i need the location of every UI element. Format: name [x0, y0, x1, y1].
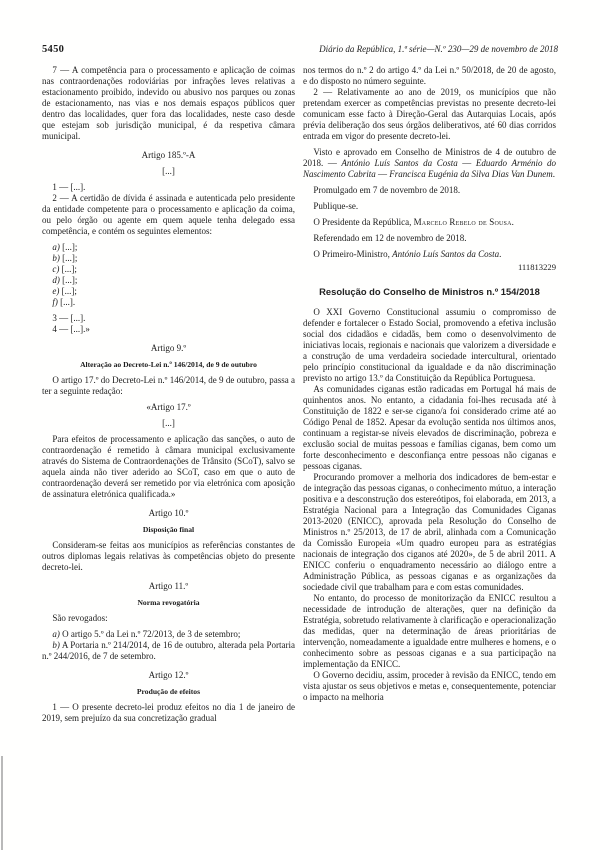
article-subheading: Disposição final — [142, 525, 195, 534]
text-segment: Visto e aprovado em Conselho de Ministros de 4 de outubro de 2018. — — [303, 147, 556, 168]
list-item — [42, 286, 295, 297]
person-name: b) — [52, 640, 60, 650]
list-item — [42, 629, 295, 640]
text-segment: [...]; — [59, 275, 78, 285]
paragraph: 4 — [...].» — [52, 324, 90, 334]
text-segment: . — [552, 169, 555, 179]
article-heading: Artigo 11.º — [148, 581, 189, 591]
scan-edge-artifact — [1, 756, 3, 850]
text-segment: [...]. — [57, 297, 76, 307]
article-subheading: Alteração ao Decreto-Lei n.º 146/2014, de 9 de outubro — [80, 360, 257, 369]
resolution-heading: Resolução do Conselho de Ministros n.º 154/2018 — [319, 286, 540, 297]
doc-id-number: 111813229 — [517, 262, 556, 272]
person-name: b) — [52, 253, 60, 263]
text-segment: — — [457, 158, 476, 168]
paragraph: 1 — [...]. — [52, 182, 86, 192]
list-item — [42, 275, 295, 286]
page-number: 5450 — [42, 44, 65, 55]
person-name: Francisca Eugénia da Silva Dias Van Dunem — [389, 169, 553, 179]
paragraph: Promulgado em 7 de novembro de 2018. — [313, 185, 461, 195]
paragraph: O XXI Governo Constitucional assumiu o compromisso de defender e fortalecer o Estado Social, promovendo a efetiva inclusão social dos cidadãos e cidadãs, bem como o desenvolvimento de iniciativas locais, regionais e nacionais que valorizem a diversidade e a construção de uma verdadeira sociedade intercultural, orientado pelo princípio constitucional da igualdade e da não discriminação previsto no artigo 13.º da Constituição da República Portuguesa. — [303, 307, 556, 383]
person-name: d) — [52, 275, 60, 285]
centered-line: «Artigo 17.º — [146, 402, 191, 412]
centered-line: [...] — [162, 166, 175, 176]
person-name: Eduardo Arménio do Nascimento Cabrita — [303, 158, 557, 179]
text-segment: O Presidente da República, — [313, 217, 414, 227]
text-segment: [...]; — [59, 286, 77, 296]
list-item — [42, 640, 295, 662]
person-name: f) — [52, 297, 58, 307]
left-column — [42, 65, 295, 724]
article-subheading: Norma revogatória — [137, 598, 200, 607]
list-item — [42, 264, 295, 275]
paragraph: Procurando promover a melhoria dos indicadores de bem-estar e de integração das pessoas ciganas, o conhecimento mútuo, a interação positiva e a desconstrução dos estereótipos, foi elaborada, em 2013, a Estratégia Nacional para a Integração das Comunidades Ciganas 2013-2020 (ENICC), aprovada pela Resolução do Conselho de Ministros n.º 25/2013, de 17 de abril, alinhada com a Comunicação da Comissão Europeia «Um quadro europeu para as estratégias nacionais de integração dos ciganos até 2020», de 5 de abril 2011. A ENICC conferiu o enquadramento necessário ao diálogo entre a Administração Pública, as pessoas ciganas e as organizações da sociedade civil que trabalham para e com estas comunidades. — [303, 472, 556, 592]
list-item — [42, 297, 295, 308]
paragraph: 2 — A certidão de dívida é assinada e autenticada pelo presidente da entidade competente para o processamento e aplicação da coima, ou pelo órgão ou agente em quem aquele tenha delegado essa competência, e contém os seguintes elementos: — [42, 193, 295, 236]
person-name: a) — [52, 242, 60, 252]
text-segment: [...]; — [59, 264, 77, 274]
paragraph: 1 — O presente decreto-lei produz efeitos no dia 1 de janeiro de 2019, sem prejuízo da sua concretização gradual — [42, 702, 295, 723]
article-heading: Artigo 12.º — [148, 670, 189, 680]
text-segment: [...]; — [59, 253, 78, 263]
article-heading: Artigo 10.º — [148, 508, 189, 518]
paragraph: Para efeitos de processamento e aplicação das sanções, o auto de contraordenação é remetido à câmara municipal exclusivamente através do Sistema de Contraordenações de Trânsito (SCoT), salvo se aquela ainda não tiver aderido ao SCoT, caso em que o auto de contraordenação deverá ser remetido por via eletrónica com aposição de assinatura eletrónica qualificada.» — [42, 434, 295, 499]
person-name: António Luís Santos da Costa — [392, 249, 500, 259]
paragraph — [303, 249, 556, 260]
article-subheading: Produção de efeitos — [136, 687, 201, 696]
list-item — [42, 242, 295, 253]
paragraph — [303, 217, 556, 228]
paragraph: 3 — [...]. — [52, 313, 86, 323]
text-segment: O artigo 5.º da Lei n.º 72/2013, de 3 de setembro; — [59, 629, 241, 639]
paragraph — [303, 147, 556, 180]
right-column — [303, 65, 556, 724]
person-name: António Luís Santos da Costa — [341, 158, 458, 168]
person-name: a) — [52, 629, 60, 639]
paragraph: No entanto, do processo de monitorização da ENICC resultou a necessidade de introdução de alterações, quer na definição da Estratégia, sobretudo relativamente à clarificação e operacionalização das medidas, quer na determinação de áreas prioritárias de intervenção, nomeadamente a igualdade entre mulheres e homens, e o conhecimento sobre as pessoas ciganas e a sua participação na implementação da ENICC. — [303, 593, 556, 669]
paragraph: São revogados: — [52, 613, 108, 623]
paragraph: Consideram-se feitas aos municípios as referências constantes de outros diplomas legais relativas às competências objeto do presente decreto-lei. — [42, 540, 295, 572]
edition-info: Diário da República, 1.ª série—N.º 230—29 de novembro de 2018 — [319, 44, 558, 54]
paragraph: 2 — Relativamente ao ano de 2019, os municípios que não pretendam exercer as competências previstas no presente decreto-lei comunicam esse facto à Direção-Geral das Autarquias Locais, após prévia deliberação dos seus órgãos deliberativos, até 60 dias corridos entrada em vigor do presente decreto-lei. — [303, 87, 556, 141]
list-item — [42, 253, 295, 264]
article-heading: Artigo 9.º — [150, 343, 187, 353]
person-name: e) — [52, 286, 60, 296]
paragraph: As comunidades ciganas estão radicadas em Portugal há mais de quinhentos anos. No entanto, a cidadania foi-lhes recusada até à Constituição de 1822 e ser-se cigano/a foi considerado crime até ao Código Penal de 1852. Apesar da evolução sentida nos últimos anos, continuam a registar-se níveis elevados de discriminação, pobreza e exclusão social de muitas pessoas e famílias ciganas, bem como um forte desconhecimento e desconfiança entre pessoas não ciganas e pessoas ciganas. — [303, 384, 556, 471]
paragraph: Referendado em 12 de novembro de 2018. — [313, 233, 467, 243]
article-heading: Artigo 185.º-A — [141, 150, 196, 160]
person-name: Marcelo Rebelo de Sousa — [413, 217, 512, 227]
paragraph: Publique-se. — [313, 201, 359, 211]
two-column-body — [0, 55, 600, 724]
paragraph: 7 — A competência para o processamento e aplicação de coimas nas contraordenações rodoviárias por infrações leves relativas a estacionamento proibido, indevido ou abusivo nos parques ou zonas de estacionamento, nas vias e nos demais espaços públicos quer dentro das localidades, quer fora das localidades, neste caso desde que estejam sob jurisdição municipal, é da respetiva câmara municipal. — [42, 65, 295, 141]
text-segment: — — [375, 169, 390, 179]
paragraph: O artigo 17.º do Decreto-Lei n.º 146/2014, de 9 de outubro, passa a ter a seguinte redação: — [42, 375, 295, 396]
paragraph: O Governo decidiu, assim, proceder à revisão da ENICC, tendo em vista ajustar os seus objetivos e metas e, consequentemente, potenciar o impacto na melhoria — [303, 670, 556, 702]
text-segment: . — [511, 217, 514, 227]
text-segment: [...]; — [59, 242, 78, 252]
paragraph-continuation: nos termos do n.º 2 do artigo 4.º da Lei n.º 50/2018, de 20 de agosto, e do disposto no número seguinte. — [303, 65, 556, 86]
page-header — [0, 0, 600, 55]
text-segment: . — [499, 249, 502, 259]
centered-line: [...] — [162, 418, 175, 428]
text-segment: O Primeiro-Ministro, — [313, 249, 393, 259]
text-segment: A Portaria n.º 214/2014, de 16 de outubro, alterada pela Portaria n.º 244/2016, de 7 de setembro. — [42, 640, 295, 661]
person-name: c) — [52, 264, 60, 274]
